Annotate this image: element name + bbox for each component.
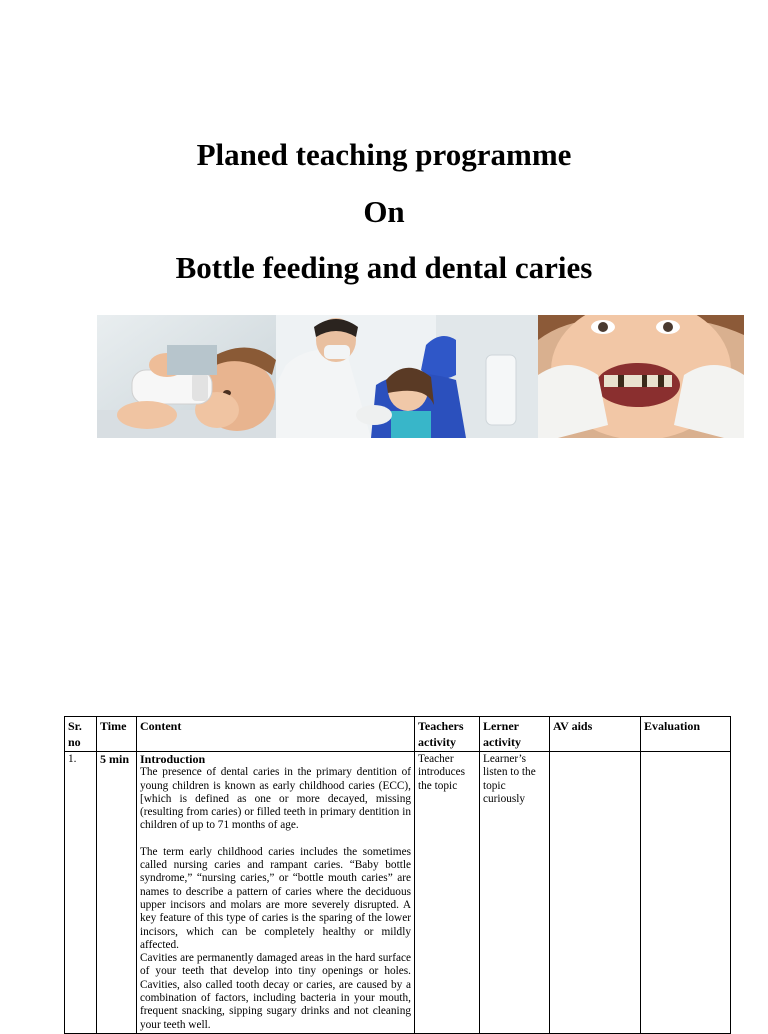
photo-child-teeth <box>538 315 744 438</box>
cell-sr-no: 1. <box>65 752 97 1034</box>
header-learner-activity: Lerner activity <box>480 717 550 752</box>
table-header-row <box>65 717 731 752</box>
title-line-2: On <box>363 194 405 229</box>
cell-teachers-activity: Teacher introduces the topic <box>415 752 480 1034</box>
content-heading: Introduction <box>140 752 206 766</box>
header-av-aids: AV aids <box>550 717 641 752</box>
header-teachers-activity: Teachers activity <box>415 717 480 752</box>
title-line-1: Planed teaching programme <box>196 137 572 172</box>
content-paragraph-3: Cavities are permanently damaged areas in the hard surface of your teeth that develop into tiny openings or holes. Cavities, also called tooth decay or caries, are caused by a combination of factors, including bacteria in your mouth, frequent snacking, sipping sugary drinks and not cleaning your teeth well. <box>140 952 411 1031</box>
table-row <box>65 752 731 1034</box>
teaching-plan-table <box>64 716 731 1034</box>
header-content: Content <box>137 717 415 752</box>
content-paragraph-1: The presence of dental caries in the primary dentition of young children is known as early childhood caries (ECC), [which is defined as one or more decayed, missing (resulting from caries) or filled teeth in primary dentition in children of up to 71 months of age. <box>140 766 411 832</box>
cell-content <box>137 752 415 1034</box>
photo-dentist-child <box>276 315 538 438</box>
title-line-3: Bottle feeding and dental caries <box>175 250 593 285</box>
photo-baby-bottle <box>97 315 276 438</box>
header-sr-no: Sr. no <box>65 717 97 752</box>
cell-av-aids <box>550 752 641 1034</box>
cell-time: 5 min <box>97 752 137 1034</box>
cell-evaluation <box>641 752 731 1034</box>
header-evaluation: Evaluation <box>641 717 731 752</box>
photo-strip <box>97 315 744 438</box>
header-time: Time <box>97 717 137 752</box>
cell-learner-activity: Learner’s listen to the topic curiously <box>480 752 550 1034</box>
content-paragraph-2: The term early childhood caries includes the sometimes called nursing caries and rampant caries. “Baby bottle syndrome,” “nursing caries,” or “bottle mouth caries” are names to describe a pattern of caries where the deciduous upper incisors and molars are more severely disrupted. A key feature of this type of caries is the sparing of the lower incisors, which can be completely healthy or mildly affected. <box>140 845 411 951</box>
